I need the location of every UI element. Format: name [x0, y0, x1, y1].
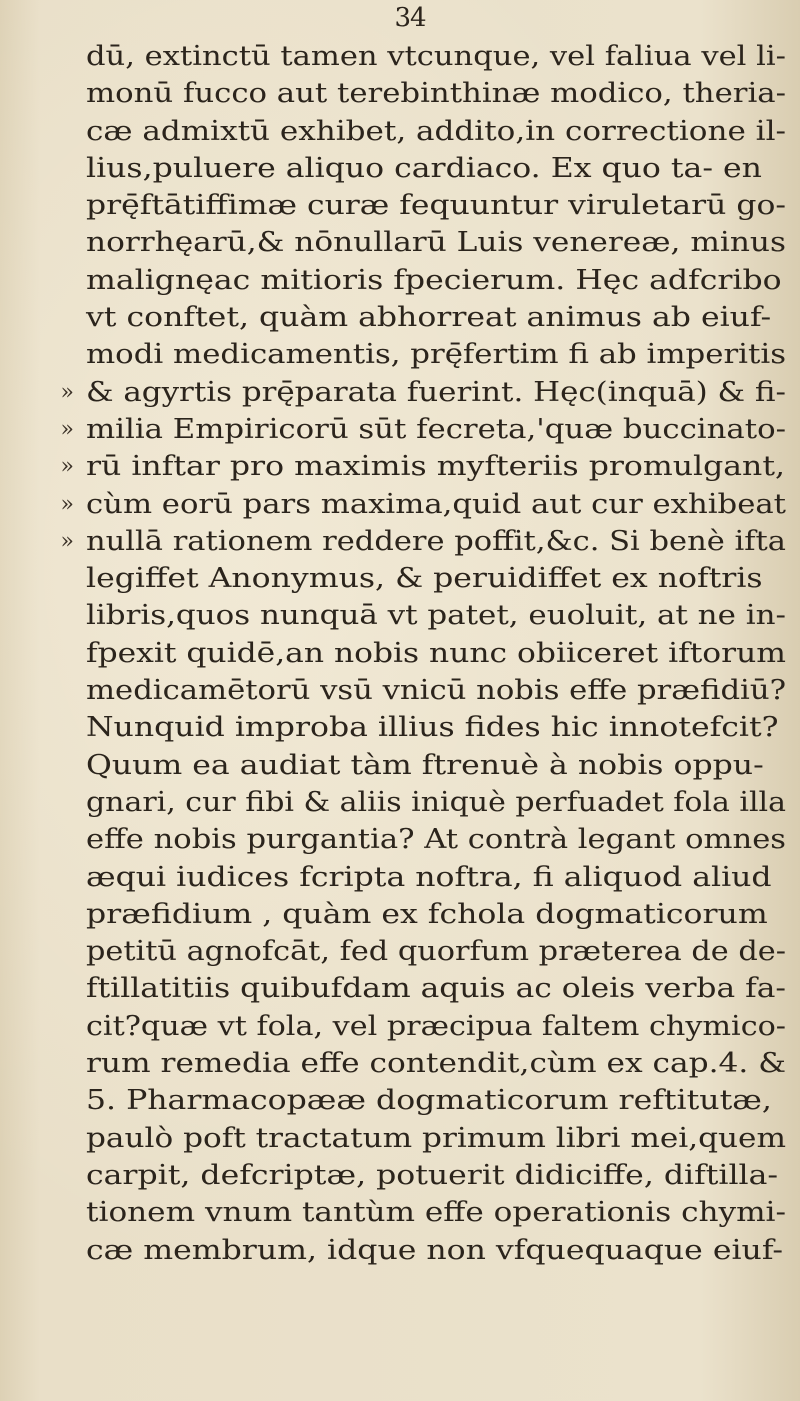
line-text: cæ membrum, idque non vfquequaque eiuf-	[86, 1234, 784, 1266]
text-line	[60, 486, 786, 523]
text-line	[86, 560, 786, 597]
text-line	[86, 38, 786, 75]
text-line	[60, 523, 786, 560]
text-line	[86, 1008, 786, 1045]
text-line	[60, 411, 787, 448]
line-text: effe nobis purgantia? At contrà legant omnes	[86, 824, 786, 856]
line-text: ftillatitiis quibufdam aquis ac oleis verba fa-	[86, 973, 786, 1005]
text-line	[86, 970, 786, 1007]
text-line	[86, 859, 786, 896]
line-text: tionem vnum tantùm effe operationis chymi-	[86, 1197, 787, 1229]
quotation-marker: »	[60, 416, 74, 442]
text-line	[86, 896, 786, 933]
text-line	[86, 1157, 786, 1194]
body-text	[60, 38, 787, 1269]
line-text: modi medicamentis, prę̄fertim fi ab imperitis	[86, 339, 787, 371]
line-text: fpexit quidē,an nobis nunc obiiceret iftorum	[86, 637, 786, 669]
text-line	[86, 672, 786, 709]
text-line	[86, 1045, 786, 1082]
line-text: gnari, cur fibi & aliis iniquè perfuadet fola illa	[86, 786, 787, 818]
text-line	[86, 1120, 786, 1157]
line-text: cæ admixtū exhibet, addito,in correctione il-	[86, 115, 786, 147]
line-text: & agyrtis prę̄parata fuerint. Hęc(inquā) & fi-	[86, 376, 786, 408]
quotation-marker: »	[60, 491, 74, 517]
text-line	[86, 784, 786, 821]
text-line	[60, 448, 786, 485]
line-text: medicamētorū vsū vnicū nobis effe præfidiū?	[86, 675, 787, 707]
quotation-marker: »	[60, 454, 74, 480]
line-text: milia Empiricorū sūt fecreta,'quæ buccinato-	[86, 413, 787, 445]
text-line	[86, 635, 786, 672]
line-text: legiffet Anonymus, & peruidiffet ex noftris	[86, 563, 763, 595]
line-text: nullā rationem reddere poffit,&c. Si benè ifta	[86, 525, 786, 557]
line-text: paulò poft tractatum primum libri mei,quem	[86, 1122, 786, 1154]
line-text: dū, extinctū tamen vtcunque, vel faliua vel li-	[86, 41, 787, 72]
text-line	[86, 336, 786, 373]
text-line	[86, 187, 786, 224]
line-text: monū fucco aut terebinthinæ modico, theria-	[86, 78, 786, 110]
text-line	[60, 374, 786, 411]
line-text: 5. Pharmacopææ dogmaticorum reftitutæ,	[86, 1085, 772, 1117]
line-text: æqui iudices fcripta noftra, fi aliquod aliud	[86, 861, 772, 893]
text-line	[86, 262, 786, 299]
text-line	[86, 597, 786, 634]
line-text: malignęac mitioris fpecierum. Hęc adfcribo	[86, 264, 782, 296]
line-text: vt conftet, quàm abhorreat animus ab eiuf-	[86, 302, 772, 334]
quotation-marker: »	[60, 379, 74, 405]
text-line	[86, 1194, 786, 1231]
line-text: cùm eorū pars maxima,quid aut cur exhibeat	[86, 488, 786, 520]
text-line	[86, 747, 786, 784]
line-text: petitū agnofcāt, fed quorfum præterea de de-	[86, 936, 786, 968]
quotation-marker: »	[60, 528, 74, 554]
text-line	[86, 113, 786, 150]
line-text: prę̄ftātiffimæ curæ fequuntur viruletarū go-	[86, 190, 786, 222]
text-line	[86, 933, 786, 970]
line-text: præfidium , quàm ex fchola dogmaticorum	[86, 898, 768, 930]
line-text: lius,puluere aliquo cardiaco. Ex quo ta- en	[86, 152, 762, 184]
text-line	[86, 224, 786, 261]
line-text: Nunquid improba illius fides hic innotefcit?	[86, 712, 779, 744]
line-text: cit?quæ vt fola, vel præcipua faltem chymico-	[86, 1010, 787, 1042]
line-text: libris,quos nunquā vt patet, euoluit, at ne in-	[86, 600, 786, 632]
text-line	[86, 150, 786, 187]
text-line	[86, 821, 786, 858]
line-text: Quum ea audiat tàm ftrenuè à nobis oppu-	[86, 749, 764, 781]
text-line	[86, 709, 786, 746]
page-number: 34	[394, 3, 426, 33]
line-text: rū inftar pro maximis myfteriis promulgant,	[86, 451, 786, 483]
line-text: rum remedia effe contendit,cùm ex cap.4. &	[86, 1048, 787, 1080]
text-line	[86, 1232, 786, 1269]
line-text: carpit, defcriptæ, potuerit didiciffe, diftilla-	[86, 1159, 779, 1191]
text-line	[86, 299, 786, 336]
line-text: norrhęarū,& nōnullarū Luis venereæ, minus	[86, 227, 786, 259]
text-line	[86, 1082, 786, 1119]
text-line	[86, 75, 786, 112]
